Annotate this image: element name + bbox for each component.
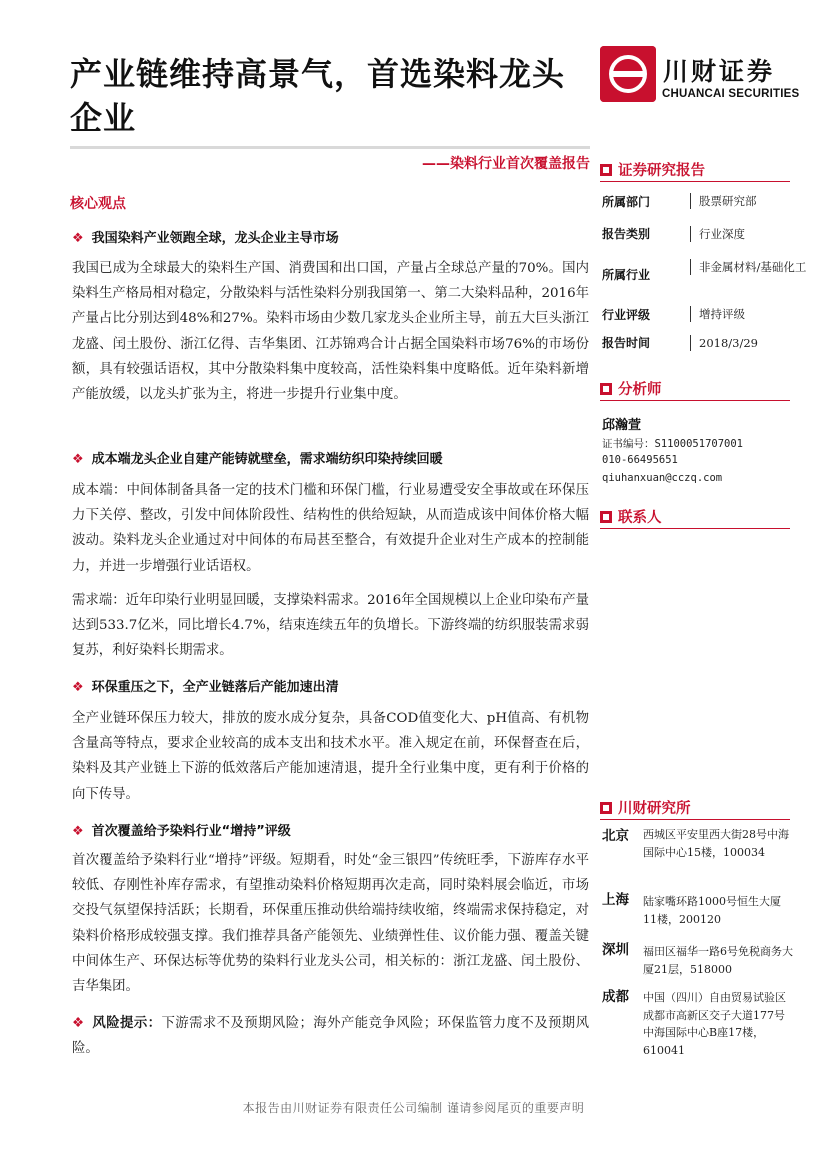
square-bullet-icon [600, 383, 612, 395]
report-subtitle: ——染料行业首次覆盖报告 [422, 156, 590, 172]
square-bullet-icon [600, 802, 612, 814]
section-heading-3: ❖ 环保重压之下，全产业链落后产能加速出清 [72, 680, 339, 695]
section-2-paragraph-cost: 成本端：中间体制备具备一定的技术门槛和环保门槛，行业易遭受安全事故或在环保压力下关停、整改，引发中间体阶段性、结构性的供给短缺，从而造成该中间体价格大幅波动。染料龙头企业通过对中间体的布局甚至整合，有效提升企业对生产成本的控制能力，并进一步增强行业话语权。 [72, 483, 589, 574]
research-report-heading: 证券研究报告 [600, 159, 705, 180]
page-footer-disclaimer: 本报告由川财证券有限责任公司编制 谨请参阅尾页的重要声明 [242, 1101, 585, 1115]
diamond-bullet-icon: ❖ [72, 231, 84, 246]
office-city-chengdu: 成都 [602, 989, 629, 1005]
meta-label-rating: 行业评级 [602, 308, 651, 322]
report-title-line-2: 企业 [70, 99, 137, 137]
section-1-paragraph: 我国已成为全球最大的染料生产国、消费国和出口国，产量占全球总产量的70%。国内染料生产格局相对稳定，分散染料与活性染料分别我国第一、第二大染料品种，2016年产量占比分别达到48%和27%。染料市场由少数几家龙头企业所主导，前五大巨头浙江龙盛、闰土股份、浙江亿得、吉华集团、江苏锦鸡合计占据全国染料市场76%的市场份额，具有较强话语权，其中分散染料集中度较高，活性染料集中度略低。近年染料新增产能放缓，以龙头扩张为主，将进一步提升行业集中度。 [72, 261, 589, 403]
office-address-chengdu: 中国（四川）自由贸易试验区成都市高新区交子大道177号中海国际中心B座17楼，610041 [643, 991, 786, 1057]
meta-value-category: 行业深度 [690, 226, 807, 242]
meta-label-date: 报告时间 [602, 336, 651, 350]
sidebar-divider [600, 400, 790, 401]
meta-value-date: 2018/3/29 [690, 335, 807, 351]
section-4-paragraph: 首次覆盖给予染料行业“增持”评级。短期看，时处“金三银四”传统旺季，下游库存水平较低、存刚性补库存需求，有望推动染料价格短期再次走高，同时染料展会临近，市场交投气氛望保持活跃；长期看，环保重压推动供给端持续收缩，终端需求保持稳定，对染料价格形成较强支撑。我们推荐具备产能领先、业绩弹性佳、议价能力强、覆盖关键中间体生产、环保达标等优势的染料行业龙头公司，相关标的：浙江龙盛、闰土股份、吉华集团。 [72, 853, 589, 995]
diamond-bullet-icon: ❖ [72, 1016, 85, 1031]
meta-label-category: 报告类别 [602, 227, 651, 241]
sidebar-divider [600, 819, 790, 820]
analyst-phone: 010-66495651 [602, 454, 678, 466]
report-title [70, 52, 595, 140]
sidebar-divider [600, 181, 790, 182]
analyst-email[interactable]: qiuhanxuan@cczq.com [602, 472, 723, 484]
section-heading-4: ❖ 首次覆盖给予染料行业“增持”评级 [72, 824, 291, 839]
company-logo-name: 川财证券 [663, 57, 776, 86]
sidebar-divider [600, 528, 790, 529]
core-views-heading: 核心观点 [70, 196, 126, 212]
diamond-bullet-icon: ❖ [72, 824, 84, 839]
report-title-line-1: 产业链维持高景气，首选染料龙头 [70, 55, 566, 93]
section-heading-1: ❖ 我国染料产业领跑全球，龙头企业主导市场 [72, 231, 339, 246]
diamond-bullet-icon: ❖ [72, 452, 84, 467]
meta-label-industry: 所属行业 [602, 268, 651, 282]
header-divider [70, 146, 590, 149]
square-bullet-icon [600, 511, 612, 523]
company-logo-icon [600, 46, 656, 102]
analyst-name: 邱瀚萱 [602, 418, 642, 433]
meta-value-department: 股票研究部 [690, 193, 807, 209]
contact-heading: 联系人 [600, 506, 662, 527]
office-address-shenzhen: 福田区福华一路6号免税商务大厦21层，518000 [643, 945, 793, 976]
company-logo-english: CHUANCAI SECURITIES [662, 88, 800, 100]
meta-value-industry: 非金属材料/基础化工 [690, 259, 807, 275]
section-3-paragraph: 全产业链环保压力较大，排放的废水成分复杂，具备COD值变化大、pH值高、有机物含量高等特点，要求企业较高的成本支出和技术水平。准入规定在前，环保督查在后，染料及其产业链上下游的低效落后产能加速清退，提升全行业集中度，更有利于价格的向下传导。 [72, 711, 589, 802]
meta-value-rating: 增持评级 [690, 306, 807, 322]
square-bullet-icon [600, 164, 612, 176]
institute-heading: 川财研究所 [600, 797, 691, 818]
risk-warning [72, 1011, 589, 1061]
office-city-shenzhen: 深圳 [602, 942, 629, 958]
risk-label: 风险提示： [92, 1016, 162, 1031]
office-city-shanghai: 上海 [602, 892, 629, 908]
section-heading-2: ❖ 成本端龙头企业自建产能铸就壁垒，需求端纺织印染持续回暖 [72, 452, 443, 467]
section-2-paragraph-demand: 需求端：近年印染行业明显回暖，支撑染料需求。2016年全国规模以上企业印染布产量达到533.7亿米，同比增长4.7%，结束连续五年的负增长。下游终端的纺织服装需求弱复苏，利好染料长期需求。 [72, 593, 589, 659]
analyst-certificate: 证书编号：S1100051707001 [602, 438, 744, 450]
office-address-beijing: 西城区平安里西大街28号中海国际中心15楼，100034 [643, 828, 789, 859]
office-address-shanghai: 陆家嘴环路1000号恒生大厦11楼，200120 [643, 895, 781, 926]
office-city-beijing: 北京 [602, 828, 629, 844]
analyst-heading: 分析师 [600, 378, 662, 399]
meta-label-department: 所属部门 [602, 195, 651, 209]
diamond-bullet-icon: ❖ [72, 680, 84, 695]
risk-text: 下游需求不及预期风险；海外产能竞争风险；环保监管力度不及预期风险。 [72, 1016, 589, 1057]
